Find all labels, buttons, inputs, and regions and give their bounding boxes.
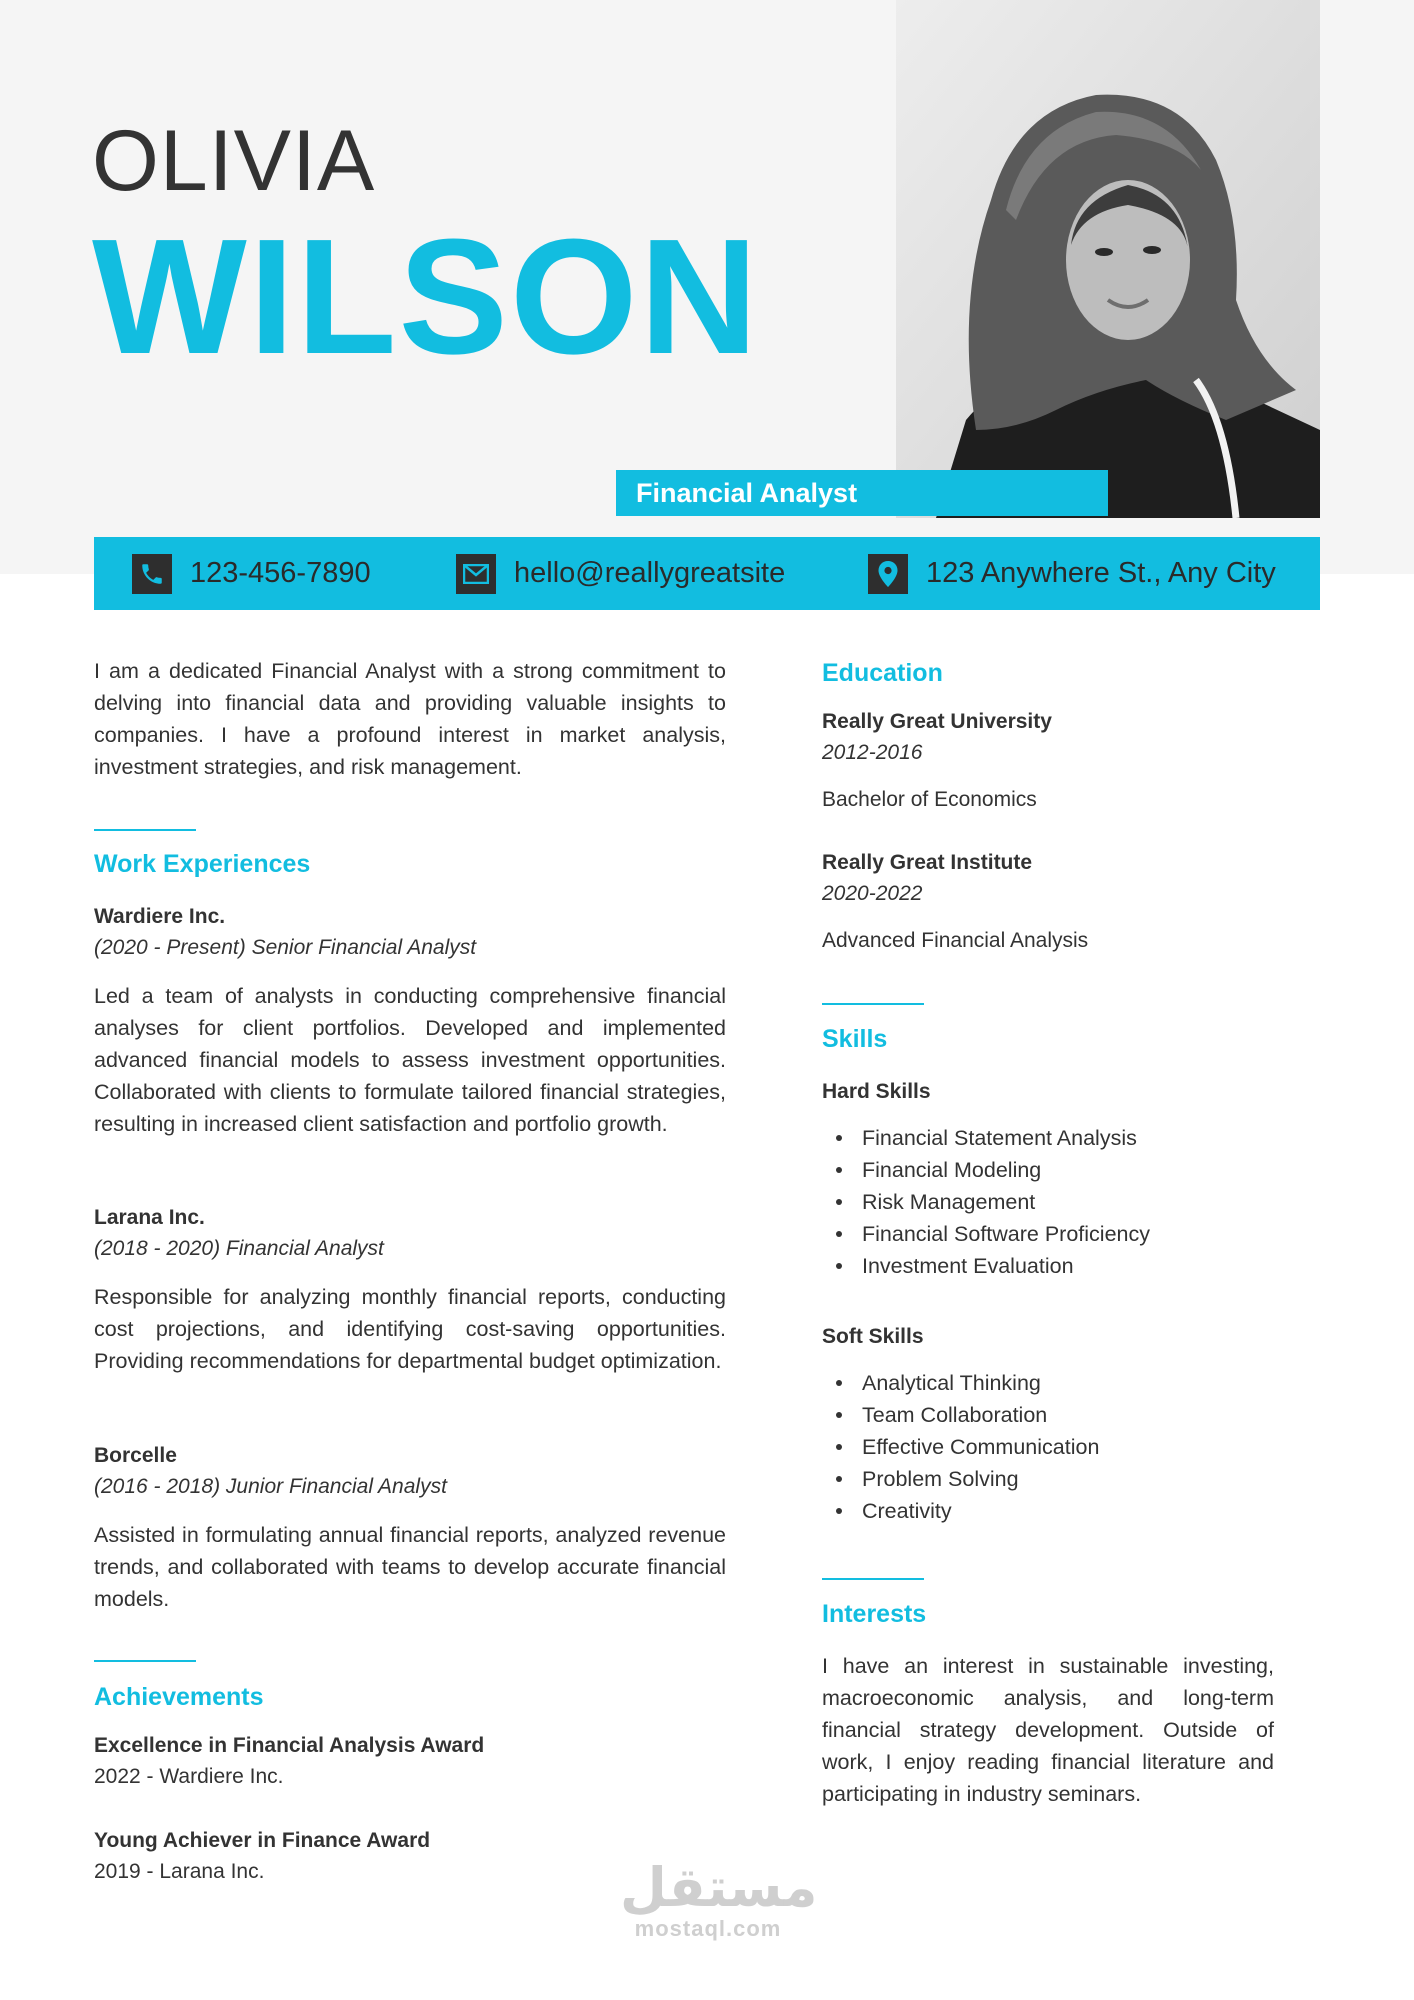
skills-section-title: Skills: [822, 1025, 888, 1053]
skill-item: Creativity: [822, 1495, 1099, 1527]
education-section-title: Education: [822, 659, 943, 687]
work-company: Larana Inc.: [94, 1206, 205, 1229]
profile-photo: [896, 0, 1320, 518]
watermark-latin: mostaql.com: [634, 1916, 782, 1941]
phone-icon: [132, 554, 172, 594]
contact-email: [456, 537, 785, 610]
education-school: Really Great Institute: [822, 851, 1033, 874]
achievements-section-title: Achievements: [94, 1683, 264, 1711]
mail-icon: [456, 554, 496, 594]
work-section-title: Work Experiences: [94, 850, 311, 878]
location-pin-icon: [868, 554, 908, 594]
watermark-logo: [620, 1856, 818, 1942]
first-name: OLIVIA: [92, 113, 376, 209]
last-name: WILSON: [92, 205, 760, 388]
section-divider: [94, 1660, 196, 1662]
work-company: Borcelle: [94, 1444, 177, 1467]
skill-item: Financial Statement Analysis: [822, 1122, 1150, 1154]
skill-item: Team Collaboration: [822, 1399, 1099, 1431]
skill-item: Effective Communication: [822, 1431, 1099, 1463]
skill-item: Risk Management: [822, 1186, 1150, 1218]
education-years: 2012-2016: [822, 741, 923, 764]
interests-section-title: Interests: [822, 1600, 927, 1628]
achievement-name: Young Achiever in Finance Award: [94, 1829, 431, 1852]
achievement-detail: 2019 - Larana Inc.: [94, 1860, 265, 1883]
work-description: Assisted in formulating annual financial reports, analyzed revenue trends, and collaborated with teams to develop accurate financial models.: [94, 1523, 726, 1611]
education-degree: Bachelor of Economics: [822, 788, 1037, 811]
hard-skills-list: [822, 1122, 1150, 1282]
work-description: Responsible for analyzing monthly financial reports, conducting cost projections, and identifying cost-saving opportunities. Providing recommendations for departmental budget optimization.: [94, 1285, 726, 1373]
work-role: (2016 - 2018) Junior Financial Analyst: [94, 1475, 447, 1498]
skill-item: Analytical Thinking: [822, 1367, 1099, 1399]
email-address: hello@reallygreatsite: [514, 557, 786, 589]
work-role: (2018 - 2020) Financial Analyst: [94, 1237, 384, 1260]
contact-phone: [132, 537, 371, 610]
watermark-arabic: مستقل: [620, 1856, 818, 1919]
soft-skills-title: Soft Skills: [822, 1325, 924, 1348]
profile-summary: I am a dedicated Financial Analyst with a strong commitment to delving into financial data and providing valuable insights to companies. I have a profound interest in market analysis, investment strategies, and risk management.: [94, 659, 726, 779]
skill-item: Problem Solving: [822, 1463, 1099, 1495]
education-degree: Advanced Financial Analysis: [822, 929, 1089, 952]
street-address: 123 Anywhere St., Any City: [926, 557, 1276, 589]
work-description: Led a team of analysts in conducting comprehensive financial analyses for client portfolios. Developed and implemented advanced financial models to assess investment opportunities. Collaborated with clients to formulate tailored financial strategies, resulting in increased client satisfaction and portfolio growth.: [94, 984, 726, 1136]
work-role: (2020 - Present) Senior Financial Analyst: [94, 936, 477, 959]
interests-text: I have an interest in sustainable investing, macroeconomic analysis, and long-term financial strategy development. Outside of work, I enjoy reading financial literature and participating in industry seminars.: [822, 1654, 1274, 1806]
education-years: 2020-2022: [822, 882, 923, 905]
section-divider: [822, 1003, 924, 1005]
hard-skills-title: Hard Skills: [822, 1080, 931, 1103]
education-school: Really Great University: [822, 710, 1052, 733]
contact-bar: [94, 537, 1320, 610]
work-company: Wardiere Inc.: [94, 905, 226, 928]
portrait-illustration: [896, 0, 1320, 518]
achievement-detail: 2022 - Wardiere Inc.: [94, 1765, 284, 1788]
skill-item: Financial Modeling: [822, 1154, 1150, 1186]
soft-skills-list: [822, 1367, 1099, 1527]
skill-item: Investment Evaluation: [822, 1250, 1150, 1282]
phone-number: 123-456-7890: [190, 557, 371, 589]
section-divider: [822, 1578, 924, 1580]
job-title-banner: Financial Analyst: [616, 470, 1108, 516]
section-divider: [94, 829, 196, 831]
achievement-name: Excellence in Financial Analysis Award: [94, 1734, 485, 1757]
contact-address: [868, 537, 1276, 610]
skill-item: Financial Software Proficiency: [822, 1218, 1150, 1250]
